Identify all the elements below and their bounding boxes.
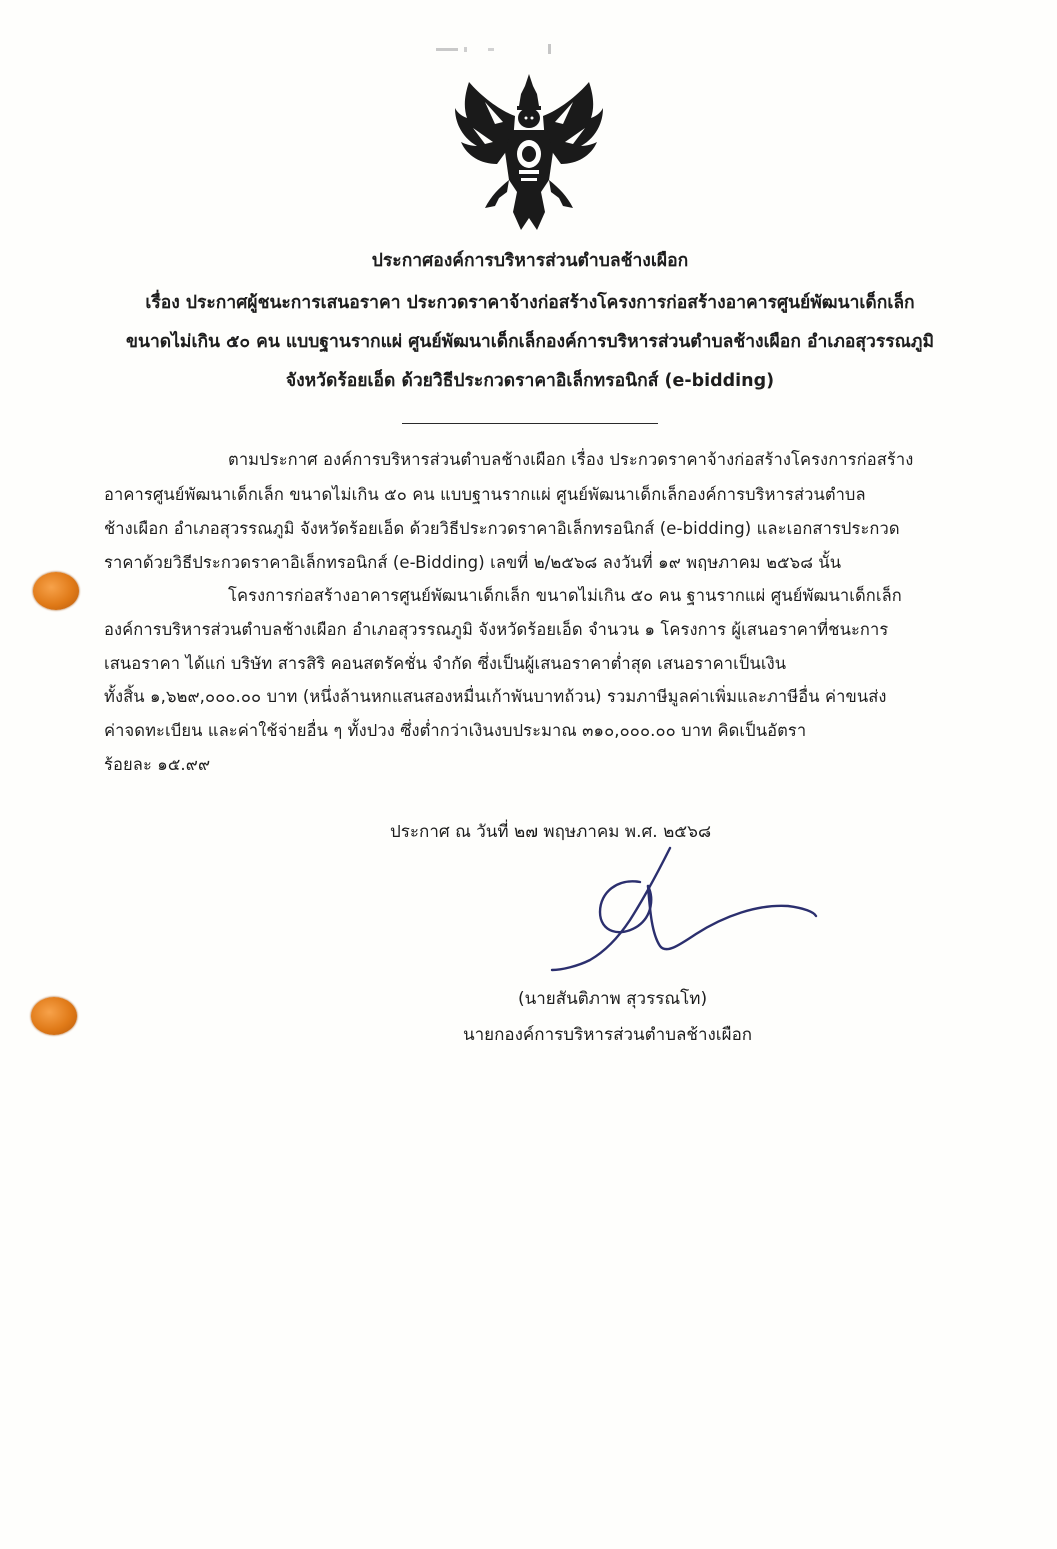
subject-line-3: จังหวัดร้อยเอ็ด ด้วยวิธีประกวดราคาอิเล็กทรอนิกส์ (e-bidding) bbox=[285, 371, 775, 391]
signature-icon bbox=[548, 842, 820, 974]
paragraph2-line-3: เสนอราคา ได้แก่ บริษัท สารสิริ คอนสตรัคชั่น จำกัด ซึ่งเป็นผู้เสนอราคาต่ำสุด เสนอราคาเป็นเงิน bbox=[104, 654, 787, 673]
announcement-date: ประกาศ ณ วันที่ ๒๗ พฤษภาคม พ.ศ. ๒๕๖๘ bbox=[390, 822, 712, 842]
scan-marks bbox=[430, 40, 570, 60]
punch-hole-top bbox=[33, 572, 79, 610]
paragraph2-line-6: ร้อยละ ๑๕.๙๙ bbox=[104, 755, 211, 774]
paragraph2-line-1: โครงการก่อสร้างอาคารศูนย์พัฒนาเด็กเล็ก ขนาดไม่เกิน ๕๐ คน ฐานรากแผ่ ศูนย์พัฒนาเด็กเล็ก bbox=[228, 586, 902, 605]
paragraph2-line-2: องค์การบริหารส่วนตำบลช้างเผือก อำเภอสุวรรณภูมิ จังหวัดร้อยเอ็ด จำนวน ๑ โครงการ ผู้เสนอราคาที่ชนะการ bbox=[104, 620, 889, 639]
signer-name: (นายสันติภาพ สุวรรณโท) bbox=[518, 989, 708, 1009]
subject-line-2: ขนาดไม่เกิน ๕๐ คน แบบฐานรากแผ่ ศูนย์พัฒนาเด็กเล็กองค์การบริหารส่วนตำบลช้างเผือก อำเภอสุวรรณภูมิ bbox=[126, 332, 934, 352]
paragraph1-line-2: อาคารศูนย์พัฒนาเด็กเล็ก ขนาดไม่เกิน ๕๐ คน แบบฐานรากแผ่ ศูนย์พัฒนาเด็กเล็กองค์การบริหารส่วนตำบล bbox=[104, 485, 866, 504]
paragraph1-line-4: ราคาด้วยวิธีประกวดราคาอิเล็กทรอนิกส์ (e-Bidding) เลขที่ ๒/๒๕๖๘ ลงวันที่ ๑๙ พฤษภาคม ๒๕๖๘ นั้น bbox=[104, 553, 842, 572]
punch-hole-bottom bbox=[31, 997, 77, 1035]
signer-title: นายกองค์การบริหารส่วนตำบลช้างเผือก bbox=[463, 1025, 753, 1045]
paragraph2-line-4: ทั้งสิ้น ๑,๖๒๙,๐๐๐.๐๐ บาท (หนึ่งล้านหกแสนสองหมื่นเก้าพันบาทถ้วน) รวมภาษีมูลค่าเพิ่มและภาษีอื่น ค่าขนส่ง bbox=[104, 687, 887, 706]
paragraph1-line-1: ตามประกาศ องค์การบริหารส่วนตำบลช้างเผือก เรื่อง ประกวดราคาจ้างก่อสร้างโครงการก่อสร้าง bbox=[228, 450, 914, 469]
paragraph2-line-5: ค่าจดทะเบียน และค่าใช้จ่ายอื่น ๆ ทั้งปวง ซึ่งต่ำกว่าเงินงบประมาณ ๓๑๐,๐๐๐.๐๐ บาท คิดเป็นอัตรา bbox=[104, 721, 807, 740]
announcement-title: ประกาศองค์การบริหารส่วนตำบลช้างเผือก bbox=[371, 251, 689, 271]
divider-rule bbox=[402, 423, 658, 424]
subject-line-1: เรื่อง ประกาศผู้ชนะการเสนอราคา ประกวดราคาจ้างก่อสร้างโครงการก่อสร้างอาคารศูนย์พัฒนาเด็กเล็ก bbox=[145, 293, 915, 313]
paragraph1-line-3: ช้างเผือก อำเภอสุวรรณภูมิ จังหวัดร้อยเอ็ด ด้วยวิธีประกวดราคาอิเล็กทรอนิกส์ (e-bidding) และเอกสารประกวด bbox=[104, 519, 900, 538]
garuda-emblem-icon bbox=[455, 72, 603, 234]
